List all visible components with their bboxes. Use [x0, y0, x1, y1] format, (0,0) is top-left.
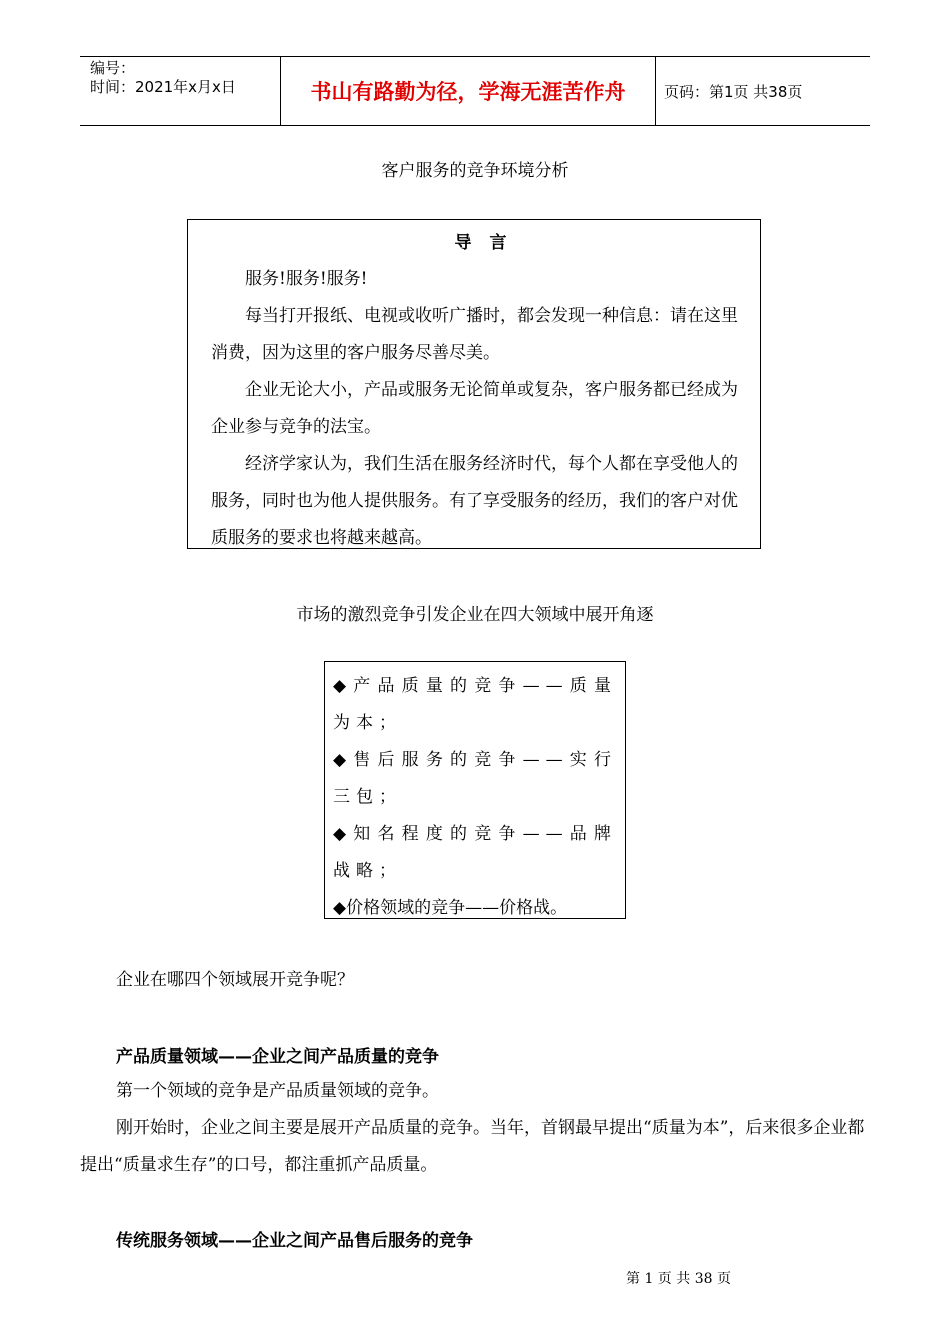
- time-label: 时间：2021年x月x日: [90, 78, 236, 96]
- intro-box: [187, 219, 761, 549]
- header-meta: [90, 59, 280, 97]
- list-item: ◆售后服务的竞争——实行三包；: [333, 750, 617, 807]
- intro-paragraph: 每当打开报纸、电视或收听广播时，都会发现一种信息：请在这里消费，因为这里的客户服务尽善尽美。: [211, 306, 738, 363]
- list-item: ◆产品质量的竞争——质量为本；: [333, 676, 617, 733]
- list-item: ◆价格领域的竞争——价格战。: [333, 898, 568, 918]
- competition-list: [324, 661, 626, 919]
- list-item: ◆知名程度的竞争——品牌战略；: [333, 824, 617, 881]
- body-paragraph: 第一个领域的竞争是产品质量领域的竞争。: [116, 1081, 439, 1101]
- header-page-info: 页码：第1页 共38页: [664, 82, 803, 101]
- section-heading: 产品质量领域——企业之间产品质量的竞争: [116, 1047, 439, 1067]
- intro-paragraph: 经济学家认为，我们生活在服务经济时代，每个人都在享受他人的服务，同时也为他人提供服务。有了享受服务的经历，我们的客户对优质服务的要求也将越来越高。: [211, 454, 738, 548]
- question-text: 企业在哪四个领域展开竞争呢？: [116, 970, 354, 990]
- body-paragraph: 刚开始时，企业之间主要是展开产品质量的竞争。当年，首钢最早提出“质量为本”，后来很多企业都提出“质量求生存”的口号，都注重抓产品质量。: [80, 1118, 865, 1175]
- header-motto: 书山有路勤为径，学海无涯苦作舟: [280, 57, 656, 125]
- document-title: 客户服务的竞争环境分析: [381, 161, 569, 181]
- intro-paragraph: 服务!服务!服务!: [245, 269, 368, 289]
- intro-paragraph: 企业无论大小，产品或服务无论简单或复杂，客户服务都已经成为企业参与竞争的法宝。: [211, 380, 738, 437]
- section-heading: 传统服务领域——企业之间产品售后服务的竞争: [116, 1231, 473, 1251]
- page-header: [80, 56, 870, 126]
- number-label: 编号：: [90, 59, 136, 77]
- intro-heading: 导言: [454, 233, 525, 253]
- page-footer: 第 1 页 共 38 页: [626, 1271, 731, 1287]
- competition-title: 市场的激烈竞争引发企业在四大领域中展开角逐: [296, 605, 654, 625]
